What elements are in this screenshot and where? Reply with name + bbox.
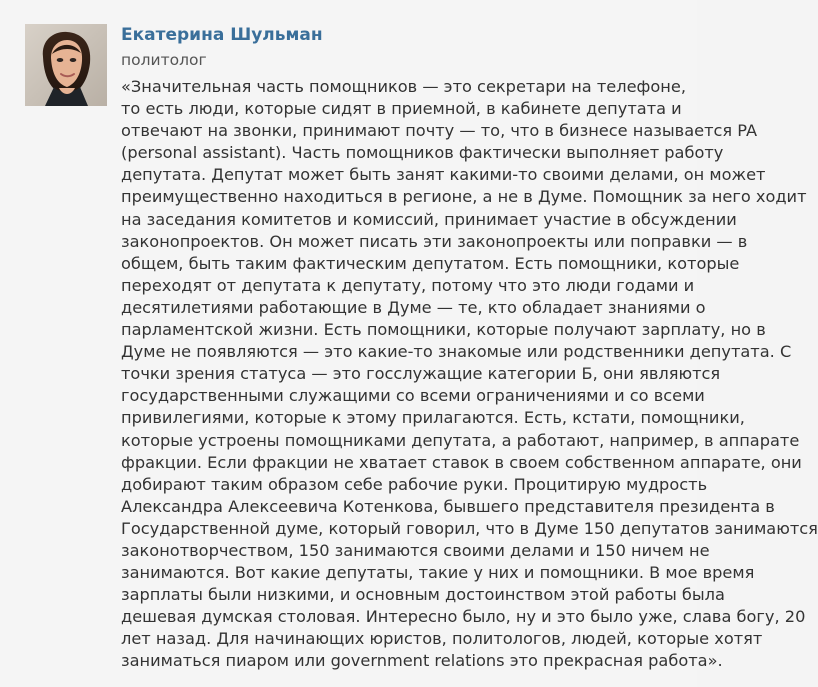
quote-line: заниматься пиаром или government relations это прекрасная работа». <box>121 651 723 671</box>
quote-text <box>121 76 818 673</box>
quote-line: государственными служащими со всеми ограничениями и со всеми <box>121 386 705 406</box>
portrait-image <box>25 24 107 106</box>
quote-line: добирают таким образом себе рабочие руки. Процитирую мудрость <box>121 474 708 494</box>
quote-line: Александра Алексеевича Котенкова, бывшего представителя президента в <box>121 496 775 516</box>
quote-line: фракции. Если фракции не хватает ставок в своем собственном аппарате, они <box>121 452 802 472</box>
quote-line: преимущественно находиться в регионе, а не в Думе. Помощник за него ходит <box>121 187 807 207</box>
quote-line: дешевая думская столовая. Интересно было, ну и это было уже, слава богу, 20 <box>121 607 806 627</box>
quote-line: на заседания комитетов и комиссий, принимает участие в обсуждении <box>121 209 737 229</box>
quote-line: занимаются. Вот какие депутаты, такие у них и помощники. В мое время <box>121 563 755 583</box>
author-name: Екатерина Шульман <box>121 25 323 45</box>
quote-line: законотворчеством, 150 занимаются своими делами и 150 ничем не <box>121 540 710 560</box>
quote-line: депутата. Депутат может быть занят какими-то своими делами, он может <box>121 165 766 185</box>
quote-line: общем, быть таким фактическим депутатом. Есть помощники, которые <box>121 253 740 273</box>
quote-line: (personal assistant). Часть помощников фактически выполняет работу <box>121 143 724 163</box>
quote-line: десятилетиями работающие в Думе — те, кто обладает знаниями о <box>121 297 706 317</box>
quote-line: переходят от депутата к депутату, потому что это люди годами и <box>121 275 695 295</box>
author-role: политолог <box>121 51 207 69</box>
quote-line: «Значительная часть помощников — это секретари на телефоне, <box>121 77 686 96</box>
quote-line: зарплаты были низкими, и основным достоинством этой работы была <box>121 585 725 605</box>
quote-line: то есть люди, которые сидят в приемной, в кабинете депутата и <box>121 99 682 119</box>
quote-line: лет назад. Для начинающих юристов, политологов, людей, которые хотят <box>121 629 763 649</box>
quote-line: Государственной думе, который говорил, что в Думе 150 депутатов занимаются <box>121 518 818 538</box>
quote-line: которые устроены помощниками депутата, а работают, например, в аппарате <box>121 430 800 450</box>
quote-line: парламентской жизни. Есть помощники, которые получают зарплату, но в <box>121 320 766 340</box>
quote-line: точки зрения статуса — это госслужащие категории Б, они являются <box>121 364 721 384</box>
quote-line: привилегиями, которые к этому прилагаются. Есть, кстати, помощники, <box>121 408 745 428</box>
quote-line: Думе не появляются — это какие-то знакомые или родственники депутата. С <box>121 342 792 362</box>
quote-line: отвечают на звонки, принимают почту — то, что в бизнесе называется PA <box>121 121 758 141</box>
avatar <box>25 24 107 106</box>
quote-line: законопроектов. Он может писать эти законопроекты или поправки — в <box>121 231 748 251</box>
